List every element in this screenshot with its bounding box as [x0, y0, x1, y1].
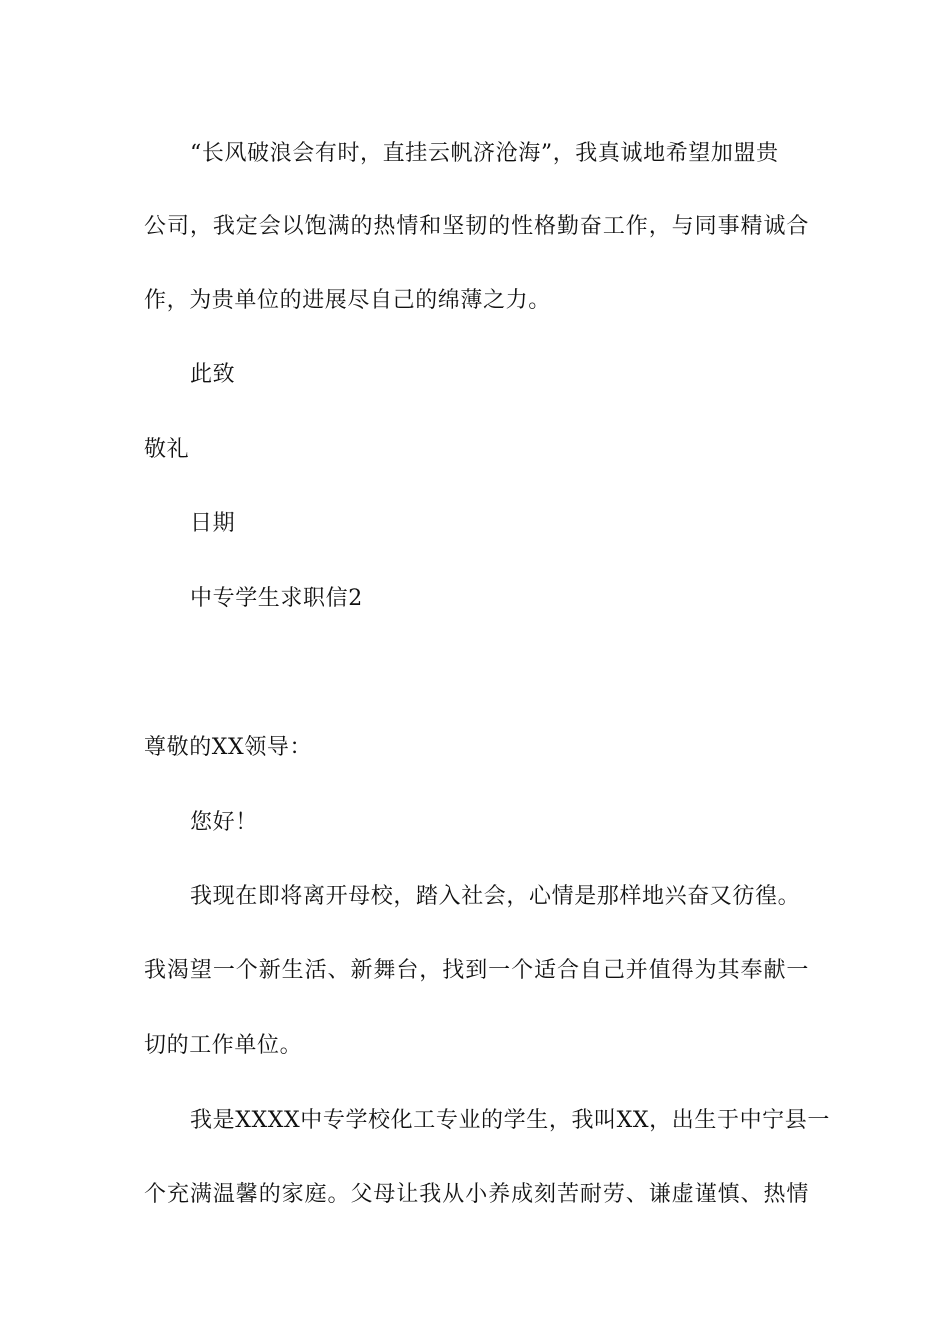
paragraph-1-line-3: 作，为贵单位的进展尽自己的绵薄之力。	[144, 288, 551, 313]
paragraph-1-line-1: “长风破浪会有时，直挂云帆济沧海”，我真诚地希望加盟贵	[190, 141, 779, 166]
date-label: 日期	[190, 511, 236, 536]
paragraph-2-line-3: 切的工作单位。	[144, 1033, 303, 1058]
closing-jingli: 敬礼	[144, 437, 190, 462]
paragraph-3-line-2: 个充满温馨的家庭。父母让我从小养成刻苦耐劳、谦虚谨慎、热情	[144, 1182, 809, 1207]
paragraph-3-line-1: 我是XXXX中专学校化工专业的学生，我叫XX，出生于中宁县一	[190, 1108, 830, 1133]
paragraph-2-line-1: 我现在即将离开母校，踏入社会，心情是那样地兴奋又彷徨。	[190, 884, 801, 909]
greeting: 您好！	[190, 810, 258, 835]
closing-cizhi: 此致	[190, 362, 236, 387]
paragraph-2-line-2: 我渴望一个新生活、新舞台，找到一个适合自己并值得为其奉献一	[144, 958, 809, 983]
paragraph-1-line-2: 公司，我定会以饱满的热情和坚韧的性格勤奋工作，与同事精诚合	[144, 214, 809, 239]
section-title: 中专学生求职信2	[190, 586, 363, 611]
salutation: 尊敬的XX领导：	[144, 735, 313, 760]
